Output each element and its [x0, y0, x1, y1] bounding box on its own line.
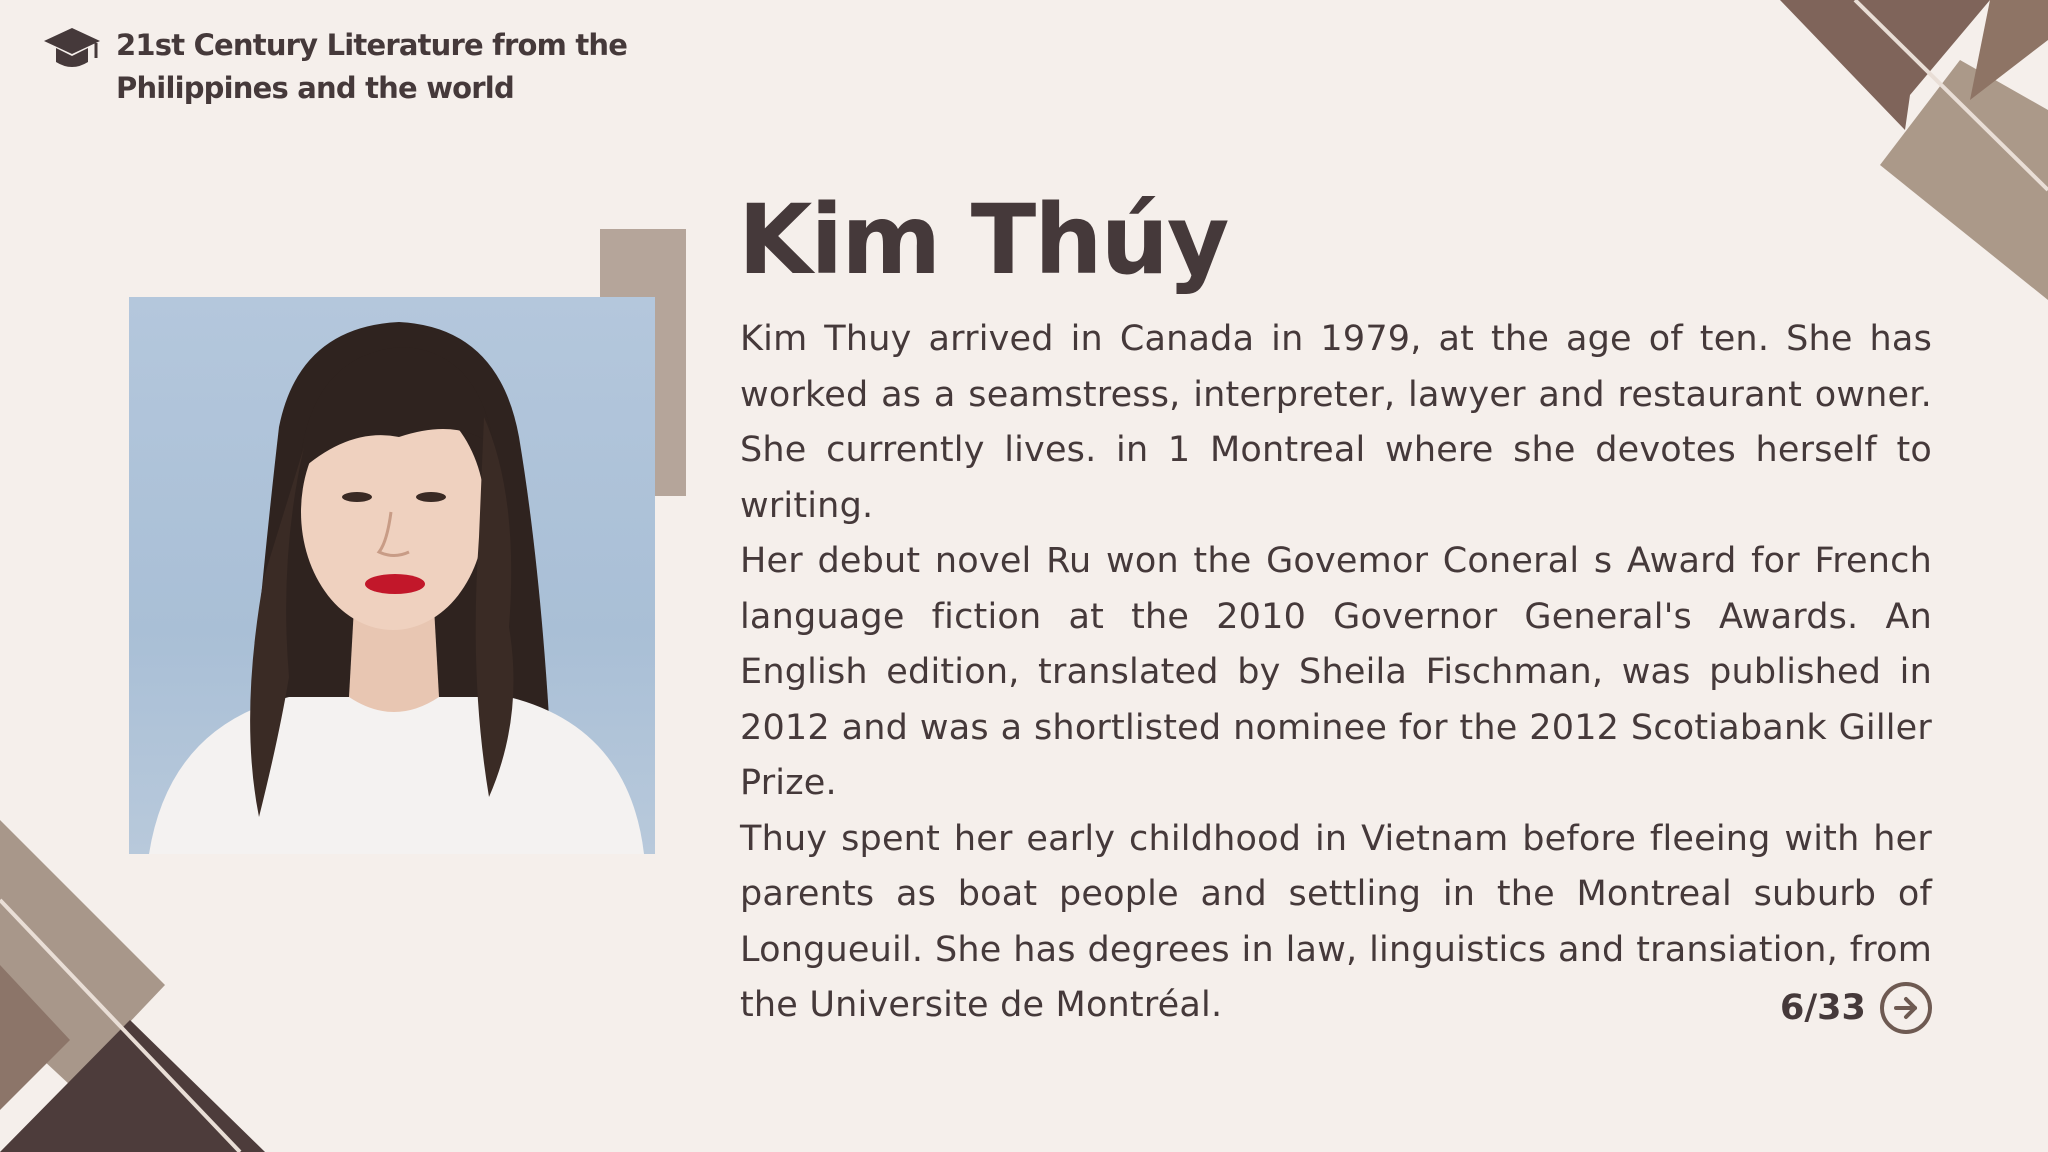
bottom-left-mid-band [0, 965, 70, 1110]
course-title: 21st Century Literature from the Philippines and the world [116, 28, 628, 105]
bio-paragraph-2: Her debut novel Ru won the Govemor Coneral s Award for French language fiction at the 2010 Governor General's Awards. An English edition, translated by Sheila Fischman, was published in 2012 and was a shortlisted nominee for the 2012 Scotiabank Giller Prize. [740, 541, 1932, 803]
bio-paragraph-3: Thuy spent her early childhood in Vietnam before fleeing with her parents as boat people and settling in the Montreal suburb of Longueuil. She has degrees in law, linguistics and transiation, from the Universite de Montréal. [740, 818, 1932, 1025]
bottom-left-dark-band [0, 1020, 265, 1152]
portrait-illustration [129, 297, 655, 854]
bottom-left-light-band [0, 820, 165, 1085]
arrow-right-circle-icon [1891, 993, 1921, 1023]
biography-text [740, 312, 1932, 1034]
bio-paragraph-1: Kim Thuy arrived in Canada in 1979, at the age of ten. She has worked as a seamstress, interpreter, lawyer and restaurant owner. She currently lives. in 1 Montreal where she devotes herself to writing. [740, 319, 1932, 526]
next-slide-button[interactable] [1880, 982, 1932, 1034]
page-navigation [1780, 982, 1932, 1034]
course-header [42, 24, 676, 110]
top-right-light-band [1880, 60, 2048, 300]
author-portrait [129, 297, 655, 854]
page-counter: 6/33 [1780, 988, 1866, 1028]
top-right-line [1855, 0, 2048, 190]
top-right-light-wedge [1970, 0, 2048, 100]
graduation-cap-icon [42, 24, 102, 74]
bottom-left-line [0, 900, 240, 1152]
author-name-heading: Kim Thúy [738, 184, 1228, 296]
top-right-dark-band [1780, 0, 1990, 130]
